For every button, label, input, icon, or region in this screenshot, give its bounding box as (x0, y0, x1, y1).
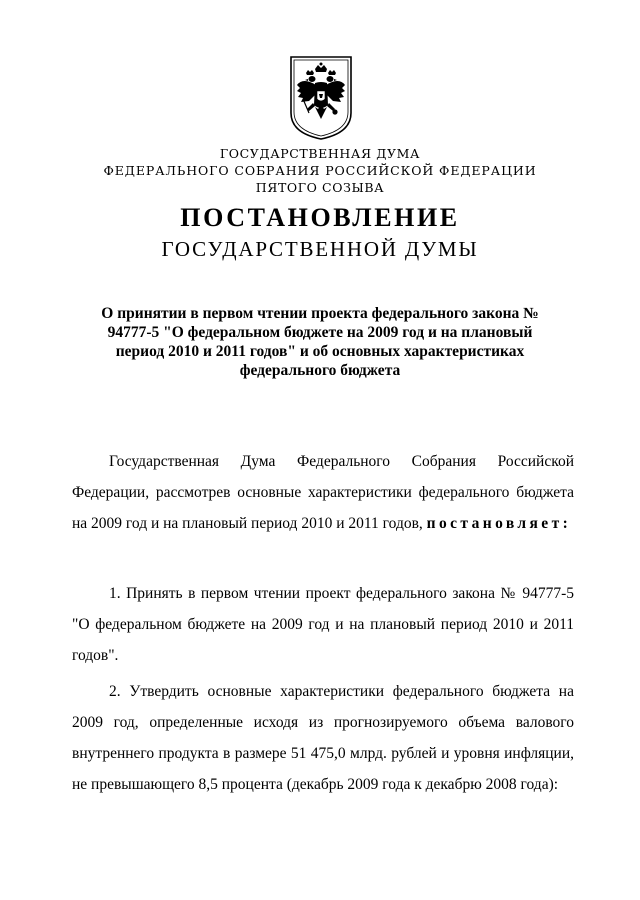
document-title: ПОСТАНОВЛЕНИЕ (180, 203, 460, 232)
item-paragraph-2: 2. Утвердить основные характеристики федерального бюджета на 2009 год, определенные исходя из прогнозируемого объема валового внутреннего продукта в размере 51 475,0 млрд. рублей и уровня инфляции, не превышающего 8,5 процента (декабрь 2009 года к декабрю 2008 года): (72, 683, 574, 793)
header-line-duma: ГОСУДАРСТВЕННАЯ ДУМА (219, 146, 421, 161)
resolution-title: О принятии в первом чтении проекта федерального закона № 94777-5 "О федеральном бюджете на 2009 год и на плановый период 2010 и 2011 годов" и об основных характеристиках федерального бюджета (101, 305, 539, 379)
document-subtitle: ГОСУДАРСТВЕННОЙ ДУМЫ (161, 237, 479, 261)
item-paragraph-1: 1. Принять в первом чтении проект федерального закона № 94777-5 "О федеральном бюджете на 2009 год и на плановый период 2010 и 2011 годов". (72, 585, 574, 664)
preamble-text: Государственная Дума Федерального Собрания Российской Федерации, рассмотрев основные характеристики федерального бюджета на 2009 год и на плановый период 2010 и 2011 годов, (72, 453, 574, 532)
preamble-paragraph (72, 446, 574, 539)
header-line-convocation: ПЯТОГО СОЗЫВА (255, 180, 385, 195)
header-line-assembly: ФЕДЕРАЛЬНОГО СОБРАНИЯ РОССИЙСКОЙ ФЕДЕРАЦИИ (103, 163, 537, 178)
decision-word: постановляет: (426, 515, 572, 532)
coat-of-arms-icon (289, 55, 353, 141)
